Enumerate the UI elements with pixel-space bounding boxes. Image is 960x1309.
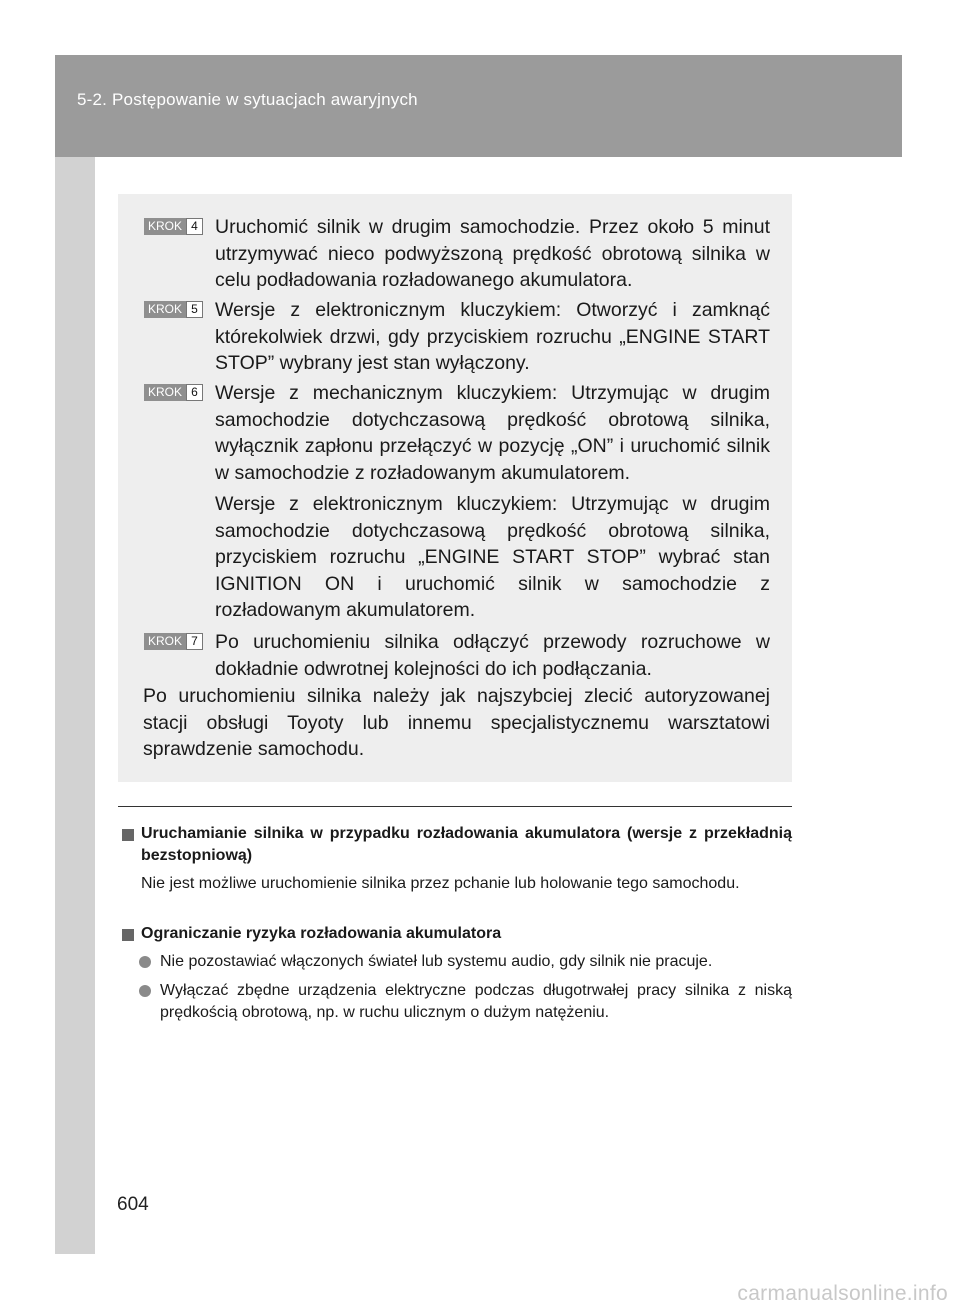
step-text bbox=[215, 214, 770, 294]
divider bbox=[118, 806, 792, 807]
square-bullet-icon bbox=[122, 829, 134, 841]
watermark: carmanualsonline.info bbox=[737, 1282, 948, 1305]
step-paragraph: Wersje z mechanicznym kluczykiem: Utrzymując w drugim samochodzie dotychczasową prędkość obrotową silnika, wyłącznik zapłonu przełączyć w pozycję „ON” i uruchomić silnik w samochodzie z rozładowanym akumulatorem. bbox=[215, 382, 770, 484]
section-body: Nie jest możliwe uruchomienie silnika przez pchanie lub holowanie tego samochodu. bbox=[141, 875, 740, 892]
step-badge bbox=[144, 301, 203, 318]
step-6 bbox=[144, 380, 770, 624]
list-item: Nie pozostawiać włączonych świateł lub systemu audio, gdy silnik nie pracuje. bbox=[160, 953, 713, 970]
section-heading: Uruchamianie silnika w przypadku rozładowania akumulatora (wersje z przekładnią bezstopniową) bbox=[141, 825, 792, 864]
step-badge-number: 7 bbox=[186, 633, 203, 650]
step-badge-label: KROK bbox=[144, 633, 186, 650]
step-badge-number: 6 bbox=[186, 384, 203, 401]
step-badge-number: 5 bbox=[186, 301, 203, 318]
step-paragraph: Uruchomić silnik w drugim samochodzie. Przez około 5 minut utrzymywać nieco podwyższoną prędkość obrotową silnika w celu podładowania rozładowanego akumulatora. bbox=[215, 216, 770, 291]
step-text bbox=[215, 380, 770, 624]
step-5 bbox=[144, 297, 770, 377]
page-number: 604 bbox=[117, 1194, 149, 1215]
circle-bullet-icon bbox=[139, 985, 151, 997]
step-badge bbox=[144, 218, 203, 235]
step-badge-label: KROK bbox=[144, 384, 186, 401]
step-4 bbox=[144, 214, 770, 294]
step-badge-label: KROK bbox=[144, 218, 186, 235]
square-bullet-icon bbox=[122, 929, 134, 941]
step-badge bbox=[144, 384, 203, 401]
section-title: 5-2. Postępowanie w sytuacjach awaryjnych bbox=[77, 90, 418, 109]
list-item: Wyłączać zbędne urządzenia elektryczne podczas długotrwałej pracy silnika z niską prędkością obrotową, np. w ruchu ulicznym o dużym natężeniu. bbox=[160, 982, 792, 1021]
step-text bbox=[215, 297, 770, 377]
step-badge bbox=[144, 633, 203, 650]
section-heading: Ograniczanie ryzyka rozładowania akumulatora bbox=[141, 925, 502, 942]
step-paragraph: Wersje z elektronicznym kluczykiem: Otworzyć i zamknąć którekolwiek drzwi, gdy przyciskiem rozruchu „ENGINE START STOP” wybrany jest stan wyłączony. bbox=[215, 299, 770, 374]
step-7 bbox=[144, 629, 770, 682]
circle-bullet-icon bbox=[139, 956, 151, 968]
step-badge-number: 4 bbox=[186, 218, 203, 235]
step-paragraph: Wersje z elektronicznym kluczykiem: Utrzymując w drugim samochodzie dotychczasową prędkość obrotową silnika, przyciskiem rozruchu „ENGINE START STOP” wybrać stan IGNITION ON i uruchomić silnik w samochodzie z rozładowanym akumulatorem. bbox=[215, 493, 770, 621]
step-paragraph: Po uruchomieniu silnika odłączyć przewody rozruchowe w dokładnie odwrotnej kolejności do ich podłączania. bbox=[215, 631, 770, 680]
step-text bbox=[215, 629, 770, 682]
box-note: Po uruchomieniu silnika należy jak najszybciej zlecić autoryzowanej stacji obsługi Toyoty lub innemu specjalistycznemu warsztatowi sprawdzenie samochodu. bbox=[143, 685, 770, 760]
step-badge-label: KROK bbox=[144, 301, 186, 318]
